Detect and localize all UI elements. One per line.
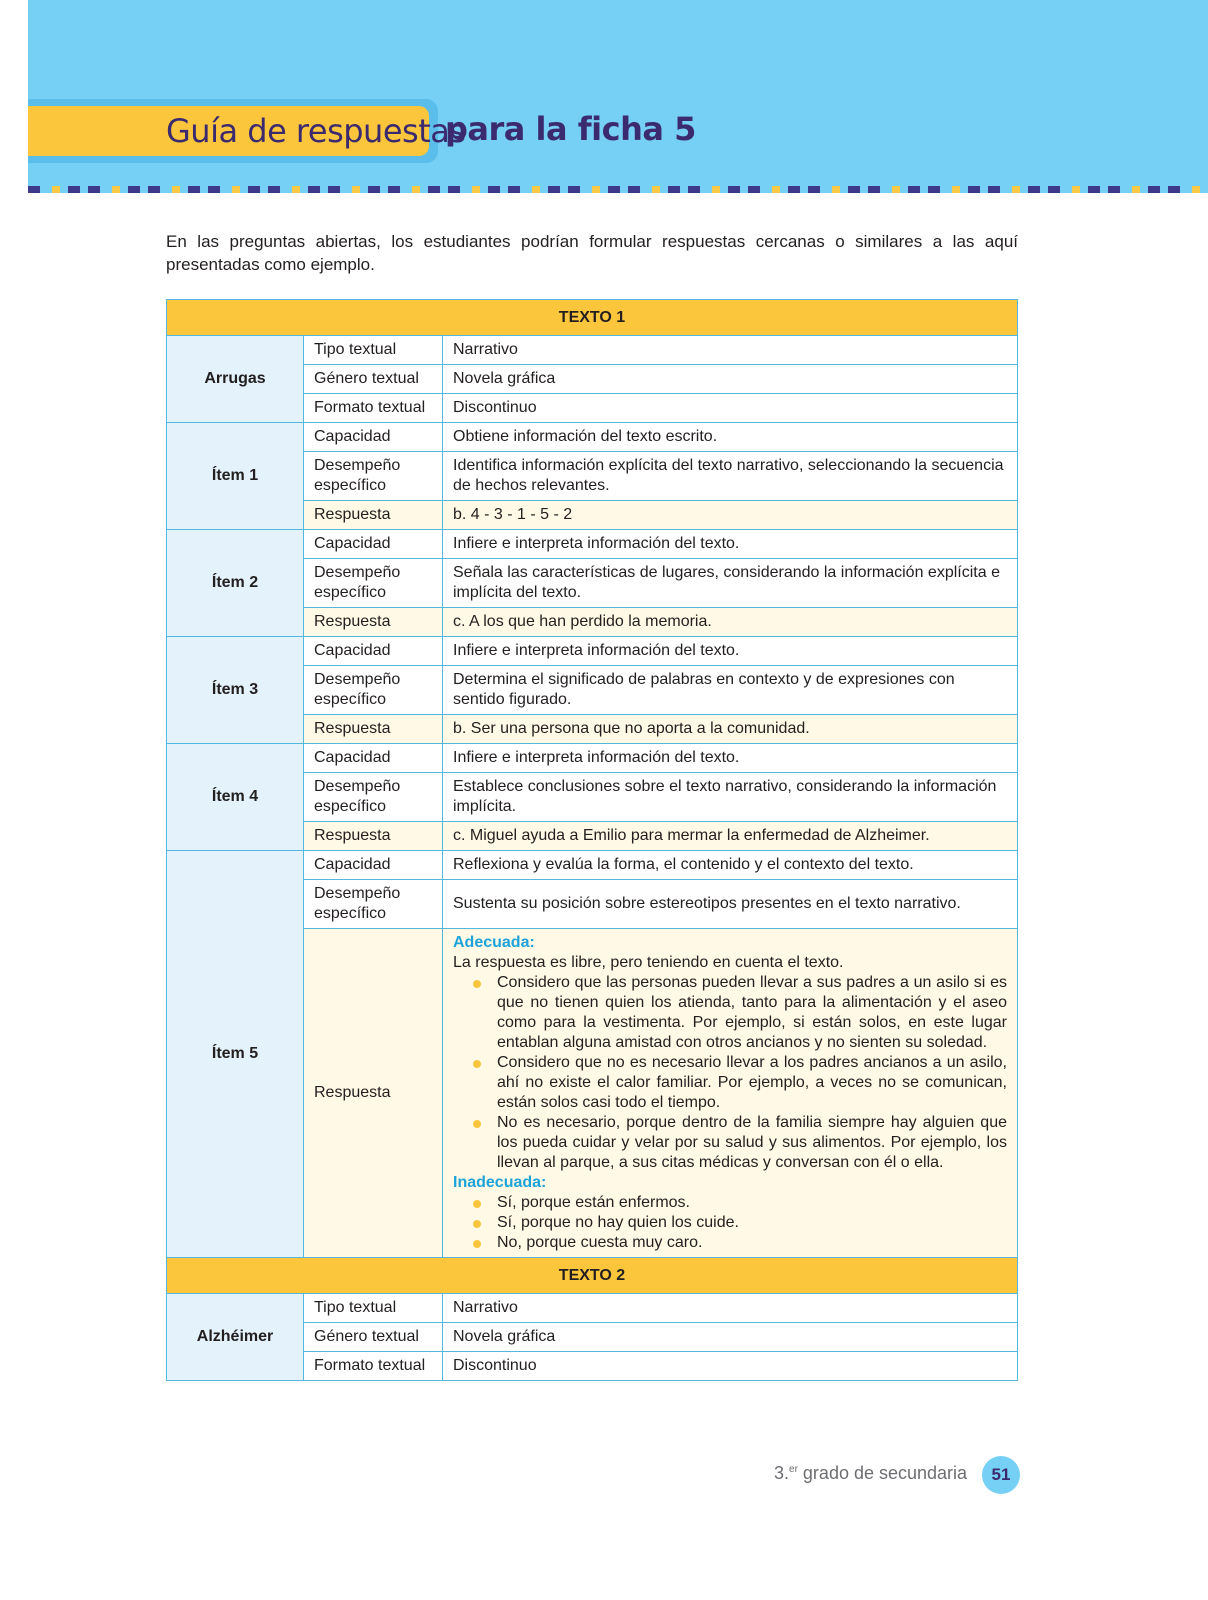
page-title: Guía de respuestas (166, 112, 466, 150)
item-name: Ítem 2 (167, 530, 304, 637)
table-row (167, 423, 1018, 452)
cell-value: c. A los que han perdido la memoria. (443, 608, 1018, 637)
row-label: Género textual (304, 1323, 443, 1352)
table-row (167, 336, 1018, 365)
item-name: Ítem 4 (167, 744, 304, 851)
cell-value: Establece conclusiones sobre el texto narrativo, considerando la información implícita. (443, 773, 1018, 822)
item-name: Ítem 1 (167, 423, 304, 530)
decorative-stripe (28, 186, 1208, 193)
cell-value: Novela gráfica (443, 1323, 1018, 1352)
table-row (167, 744, 1018, 773)
page-subtitle: para la ficha 5 (445, 110, 696, 148)
table-row (167, 530, 1018, 559)
list-item: No, porque cuesta muy caro. (471, 1233, 1007, 1253)
row-label: Respuesta (304, 608, 443, 637)
row-label: Desempeño específico (304, 773, 443, 822)
inadecuada-label: Inadecuada: (453, 1174, 547, 1191)
cell-value: Narrativo (443, 1294, 1018, 1323)
list-item: Sí, porque no hay quien los cuide. (471, 1213, 1007, 1233)
row-label: Desempeño específico (304, 452, 443, 501)
item-name: Ítem 5 (167, 851, 304, 1258)
table-row (167, 851, 1018, 880)
cell-value: Señala las características de lugares, considerando la información explícita e implícita del texto. (443, 559, 1018, 608)
row-label: Respuesta (304, 822, 443, 851)
item5-answer-cell (443, 929, 1018, 1258)
cell-value: Sustenta su posición sobre estereotipos presentes en el texto narrativo. (443, 880, 1018, 929)
row-label: Capacidad (304, 423, 443, 452)
cell-value: Obtiene información del texto escrito. (443, 423, 1018, 452)
grade-label (774, 1463, 967, 1484)
cell-value: Discontinuo (443, 1352, 1018, 1381)
row-label: Desempeño específico (304, 880, 443, 929)
cell-value: b. Ser una persona que no aporta a la comunidad. (443, 715, 1018, 744)
row-label: Respuesta (304, 501, 443, 530)
row-label: Respuesta (304, 715, 443, 744)
cell-value: Infiere e interpreta información del texto. (443, 744, 1018, 773)
row-label: Género textual (304, 365, 443, 394)
row-label: Capacidad (304, 744, 443, 773)
adecuada-intro: La respuesta es libre, pero teniendo en cuenta el texto. (453, 954, 844, 971)
cell-value: Infiere e interpreta información del texto. (443, 530, 1018, 559)
row-label: Tipo textual (304, 336, 443, 365)
cell-value: Reflexiona y evalúa la forma, el contenido y el contexto del texto. (443, 851, 1018, 880)
table-row (167, 1258, 1018, 1294)
texto2-heading: TEXTO 2 (167, 1258, 1018, 1294)
row-label: Desempeño específico (304, 666, 443, 715)
cell-value: b. 4 - 3 - 1 - 5 - 2 (443, 501, 1018, 530)
row-label: Formato textual (304, 394, 443, 423)
answer-guide-table (166, 299, 1018, 1381)
list-item: No es necesario, porque dentro de la familia siempre hay alguien que los pueda cuidar y velar por su salud y sus alimentos. Por ejemplo, los llevan al parque, a sus citas médicas y conversan con él o ella. (471, 1113, 1007, 1173)
adecuada-label: Adecuada: (453, 934, 535, 951)
row-label: Formato textual (304, 1352, 443, 1381)
item-name: Ítem 3 (167, 637, 304, 744)
cell-value: Novela gráfica (443, 365, 1018, 394)
row-label: Respuesta (304, 929, 443, 1258)
cell-value: c. Miguel ayuda a Emilio para mermar la enfermedad de Alzheimer. (443, 822, 1018, 851)
cell-value: Narrativo (443, 336, 1018, 365)
row-label: Tipo textual (304, 1294, 443, 1323)
row-label: Capacidad (304, 530, 443, 559)
row-label: Capacidad (304, 851, 443, 880)
list-item: Considero que no es necesario llevar a los padres ancianos a un asilo, ahí no existe el calor familiar. Por ejemplo, a veces no se comunican, están solos casi todo el tiempo. (471, 1053, 1007, 1113)
page-number: 51 (982, 1456, 1020, 1494)
table-row (167, 300, 1018, 336)
texto1-name: Arrugas (167, 336, 304, 423)
cell-value: Discontinuo (443, 394, 1018, 423)
grade-text: grado de secundaria (797, 1463, 968, 1483)
cell-value: Infiere e interpreta información del texto. (443, 637, 1018, 666)
grade-superscript: er (789, 1464, 798, 1475)
adecuada-list (471, 973, 1007, 1173)
table-row (167, 637, 1018, 666)
row-label: Desempeño específico (304, 559, 443, 608)
intro-paragraph: En las preguntas abiertas, los estudiantes podrían formular respuestas cercanas o similares a las aquí presentadas como ejemplo. (166, 232, 1018, 274)
texto1-heading: TEXTO 1 (167, 300, 1018, 336)
texto2-name: Alzhéimer (167, 1294, 304, 1381)
cell-value: Identifica información explícita del texto narrativo, seleccionando la secuencia de hechos relevantes. (443, 452, 1018, 501)
inadecuada-list (471, 1193, 1007, 1253)
cell-value: Determina el significado de palabras en contexto y de expresiones con sentido figurado. (443, 666, 1018, 715)
list-item: Sí, porque están enfermos. (471, 1193, 1007, 1213)
grade-number: 3. (774, 1463, 790, 1483)
row-label: Capacidad (304, 637, 443, 666)
table-row (167, 1294, 1018, 1323)
list-item: Considero que las personas pueden llevar a sus padres a un asilo si es que no tienen quien los atienda, tanto para la alimentación y el aseo como para la vestimenta. Por ejemplo, si están solos, en este lugar entablan alguna amistad con otros ancianos y no sienten su soledad. (471, 973, 1007, 1053)
